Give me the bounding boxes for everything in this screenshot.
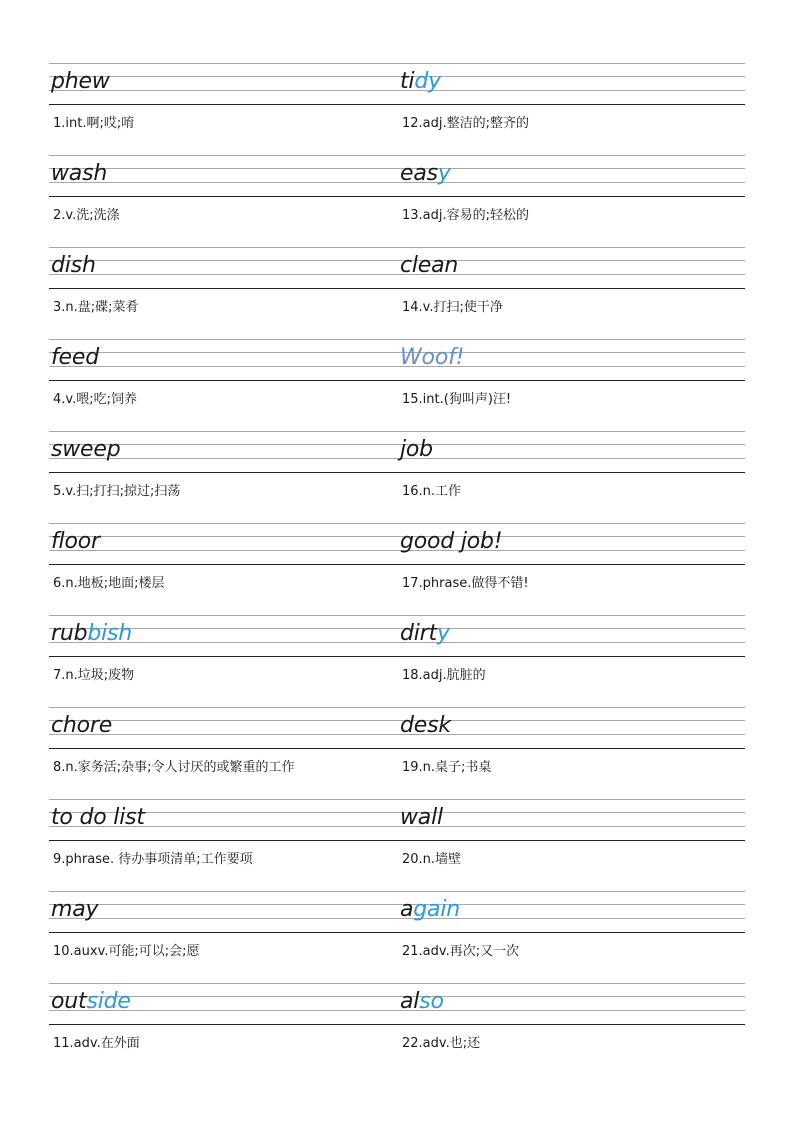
vocab-entry [398, 339, 745, 431]
guide-line [398, 104, 745, 105]
guide-line [49, 536, 398, 537]
handwriting-lines [398, 615, 745, 657]
guide-line [398, 799, 745, 800]
word-part: Woof! [400, 345, 465, 370]
vocab-word [51, 343, 99, 373]
vocab-entry [49, 247, 398, 339]
vocab-entry [398, 247, 745, 339]
vocab-meaning: 21.adv.再次;又一次 [402, 944, 520, 959]
vocab-meaning: 5.v.扫;打扫;掠过;扫荡 [53, 484, 181, 499]
guide-line [49, 339, 398, 340]
handwriting-lines [49, 707, 398, 749]
guide-line [49, 904, 398, 905]
guide-line [49, 748, 398, 749]
word-part: eas [400, 161, 438, 186]
vocab-word [51, 803, 145, 833]
vocab-entry [398, 431, 745, 523]
vocab-entry [398, 615, 745, 707]
handwriting-lines [49, 339, 398, 381]
word-part: good job! [400, 529, 503, 554]
guide-line [49, 366, 398, 367]
word-part-highlighted: y [436, 621, 450, 646]
guide-line [49, 891, 398, 892]
guide-line [398, 247, 745, 248]
guide-line [49, 155, 398, 156]
vocab-entry [49, 707, 398, 799]
word-part-highlighted: y [437, 161, 451, 186]
guide-line [49, 564, 398, 565]
vocab-meaning: 12.adj.整洁的;整齐的 [402, 116, 530, 131]
guide-line [398, 63, 745, 64]
word-part: job [400, 437, 433, 462]
vocab-meaning: 15.int.(狗叫声)汪! [402, 392, 512, 407]
vocab-entry [398, 891, 745, 983]
guide-line [398, 826, 745, 827]
vocab-meaning: 7.n.垃圾;废物 [53, 668, 135, 683]
guide-line [398, 90, 745, 91]
vocab-entry [398, 63, 745, 155]
vocab-entry [49, 799, 398, 891]
guide-line [49, 983, 398, 984]
handwriting-lines [49, 63, 398, 105]
word-part: feed [51, 345, 99, 370]
guide-line [398, 380, 745, 381]
vocab-word [400, 895, 460, 925]
vocab-word [51, 527, 100, 557]
guide-line [49, 247, 398, 248]
guide-line [398, 748, 745, 749]
guide-line [49, 550, 398, 551]
vocab-word [400, 803, 443, 833]
guide-line [398, 339, 745, 340]
word-part: floor [51, 529, 100, 554]
vocab-word [51, 159, 107, 189]
handwriting-lines [49, 891, 398, 933]
guide-line [49, 523, 398, 524]
guide-line [49, 104, 398, 105]
vocab-entry [49, 431, 398, 523]
guide-line [398, 196, 745, 197]
vocab-meaning: 3.n.盘;碟;菜肴 [53, 300, 139, 315]
word-part: sweep [51, 437, 121, 462]
word-part-highlighted: dy [414, 69, 441, 94]
guide-line [49, 1024, 398, 1025]
handwriting-lines [398, 339, 745, 381]
vocab-meaning: 1.int.啊;哎;唷 [53, 116, 135, 131]
word-part: dirt [400, 621, 437, 646]
handwriting-lines [49, 615, 398, 657]
vocab-word [51, 67, 110, 97]
guide-line [398, 812, 745, 813]
word-part: wash [51, 161, 108, 186]
vocab-meaning: 20.n.墙壁 [402, 852, 462, 867]
vocab-word [51, 711, 112, 741]
guide-line [49, 472, 398, 473]
vocab-word [400, 435, 433, 465]
guide-line [398, 996, 745, 997]
word-part: out [51, 989, 87, 1014]
left-column [49, 63, 398, 1075]
vocab-meaning: 9.phrase. 待办事项清单;工作要项 [53, 852, 253, 867]
guide-line [398, 840, 745, 841]
vocab-word [400, 251, 458, 281]
guide-line [49, 615, 398, 616]
guide-line [49, 63, 398, 64]
vocab-word [400, 711, 451, 741]
word-part: al [400, 989, 420, 1014]
vocab-word [400, 527, 502, 557]
guide-line [398, 76, 745, 77]
handwriting-lines [49, 431, 398, 473]
word-part: a [400, 897, 414, 922]
handwriting-lines [398, 431, 745, 473]
vocab-word [51, 895, 98, 925]
vocab-entry [49, 339, 398, 431]
vocab-entry [398, 707, 745, 799]
handwriting-lines [398, 63, 745, 105]
word-part: wall [400, 805, 443, 830]
guide-line [398, 472, 745, 473]
guide-line [49, 431, 398, 432]
handwriting-lines [398, 523, 745, 565]
vocab-meaning: 6.n.地板;地面;楼层 [53, 576, 165, 591]
guide-line [49, 799, 398, 800]
word-part: dish [51, 253, 96, 278]
guide-line [49, 352, 398, 353]
guide-line [398, 891, 745, 892]
word-part-highlighted: bish [87, 621, 133, 646]
guide-line [398, 983, 745, 984]
vocab-word [51, 251, 96, 281]
guide-line [398, 523, 745, 524]
vocab-meaning: 11.adv.在外面 [53, 1036, 140, 1051]
vocab-word [400, 67, 441, 97]
guide-line [398, 628, 745, 629]
handwriting-lines [398, 891, 745, 933]
guide-line [49, 380, 398, 381]
word-part: to do list [51, 805, 145, 830]
handwriting-lines [49, 155, 398, 197]
word-part-highlighted: gain [413, 897, 460, 922]
right-column [398, 63, 745, 1075]
guide-line [398, 444, 745, 445]
guide-line [398, 155, 745, 156]
word-part-highlighted: side [86, 989, 131, 1014]
vocab-meaning: 2.v.洗;洗涤 [53, 208, 120, 223]
guide-line [49, 656, 398, 657]
vocab-meaning: 10.auxv.可能;可以;会;愿 [53, 944, 200, 959]
handwriting-lines [49, 247, 398, 289]
word-part: rub [51, 621, 88, 646]
vocab-word [400, 987, 444, 1017]
guide-line [49, 196, 398, 197]
vocab-word [400, 343, 464, 373]
word-part: chore [51, 713, 113, 738]
guide-line [398, 656, 745, 657]
guide-line [398, 932, 745, 933]
handwriting-lines [49, 523, 398, 565]
word-part: phew [51, 69, 110, 94]
guide-line [49, 288, 398, 289]
guide-line [49, 707, 398, 708]
guide-line [398, 431, 745, 432]
vocab-entry [398, 155, 745, 247]
handwriting-lines [398, 155, 745, 197]
word-part: desk [400, 713, 451, 738]
word-part: ti [400, 69, 415, 94]
vocab-word [51, 987, 131, 1017]
vocab-word [400, 159, 451, 189]
word-part: may [51, 897, 99, 922]
guide-line [49, 932, 398, 933]
vocab-meaning: 18.adj.肮脏的 [402, 668, 486, 683]
vocab-entry [49, 155, 398, 247]
guide-line [398, 564, 745, 565]
guide-line [398, 707, 745, 708]
vocab-entry [49, 63, 398, 155]
vocab-meaning: 4.v.喂;吃;饲养 [53, 392, 137, 407]
guide-line [398, 615, 745, 616]
vocab-entry [398, 799, 745, 891]
guide-line [398, 642, 745, 643]
vocab-meaning: 19.n.桌子;书桌 [402, 760, 492, 775]
vocab-meaning: 16.n.工作 [402, 484, 462, 499]
vocab-meaning: 22.adv.也;还 [402, 1036, 481, 1051]
handwriting-lines [398, 799, 745, 841]
vocab-meaning: 14.v.打扫;使干净 [402, 300, 503, 315]
vocab-meaning: 13.adj.容易的;轻松的 [402, 208, 530, 223]
vocab-entry [398, 983, 745, 1075]
word-part-highlighted: so [419, 989, 444, 1014]
handwriting-lines [398, 983, 745, 1025]
guide-line [49, 260, 398, 261]
guide-line [49, 840, 398, 841]
vocab-entry [398, 523, 745, 615]
guide-line [398, 458, 745, 459]
guide-line [398, 1024, 745, 1025]
guide-line [398, 288, 745, 289]
vocab-word [51, 435, 121, 465]
vocab-word [51, 619, 132, 649]
vocab-entry [49, 891, 398, 983]
guide-line [49, 918, 398, 919]
handwriting-lines [398, 247, 745, 289]
word-part: clean [400, 253, 459, 278]
vocab-entry [49, 523, 398, 615]
vocab-entry [49, 615, 398, 707]
guide-line [398, 1010, 745, 1011]
handwriting-lines [49, 983, 398, 1025]
handwriting-lines [398, 707, 745, 749]
guide-line [49, 274, 398, 275]
vocab-entry [49, 983, 398, 1075]
vocab-meaning: 8.n.家务活;杂事;令人讨厌的或繁重的工作 [53, 760, 295, 775]
vocab-word [400, 619, 450, 649]
vocab-meaning: 17.phrase.做得不错! [402, 576, 529, 591]
handwriting-lines [49, 799, 398, 841]
